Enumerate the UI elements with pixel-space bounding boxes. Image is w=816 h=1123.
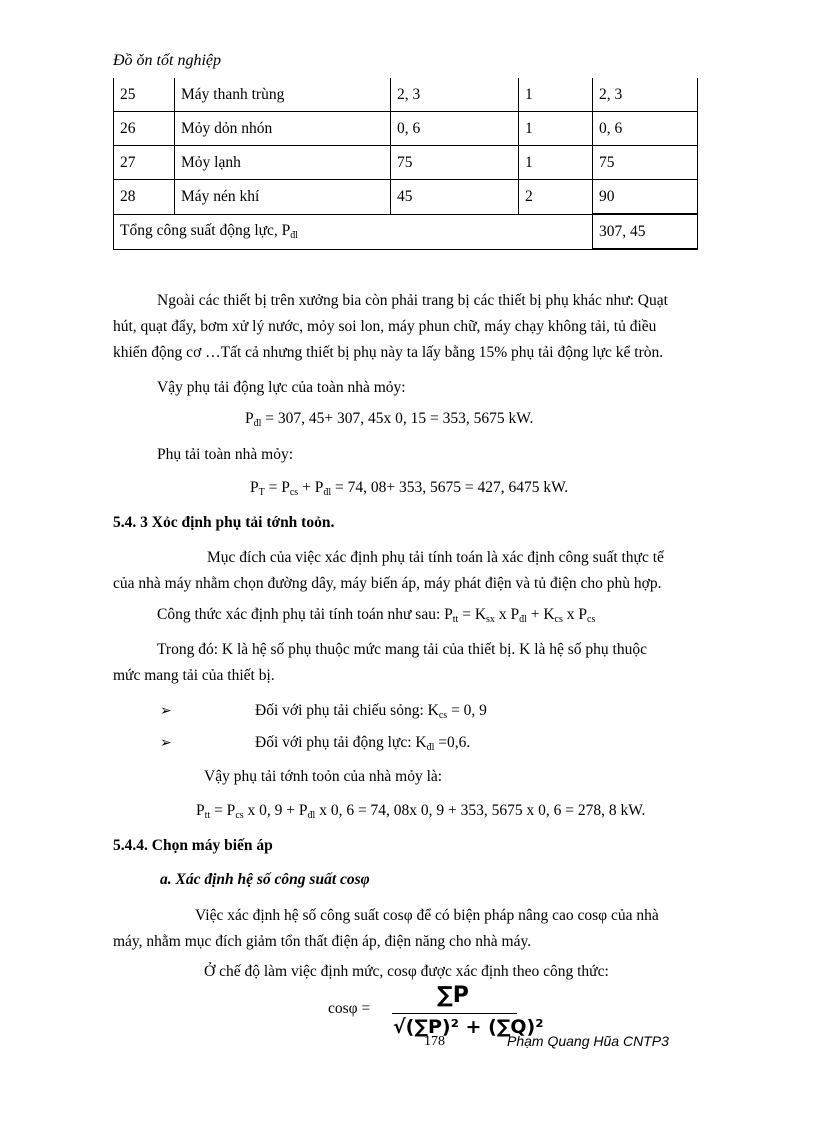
- table-cell: 1: [519, 146, 593, 180]
- bullet-power: ➢ Đối với phụ tải động lực: $K_{đl} =0,6$.: [160, 734, 471, 753]
- formula-calculated-load: Công thức xác định phụ tải tính toán như sau: $P_{tt} = K_{sx}$ x $P_{đl} + K_{cs}$ x $P_{cs}$: [157, 606, 596, 625]
- arrow-bullet-icon: ➢: [160, 735, 172, 751]
- table-cell: 27: [114, 146, 175, 180]
- page-number: 178: [424, 1034, 445, 1049]
- paragraph-total-load-intro: Phụ tải toàn nhà mỏy:: [157, 446, 294, 463]
- table-cell: 0, 6: [391, 112, 519, 146]
- paragraph-power-load-intro: Vậy phụ tải động lực của toàn nhà mỏy:: [157, 379, 406, 396]
- section-heading-5-4-3: 5.4. 3 Xỏc định phụ tải tớnh toỏn.: [113, 514, 335, 531]
- table-row: [114, 146, 698, 180]
- fraction-bar: [392, 1013, 517, 1014]
- table-cell: Mỏy dỏn nhón: [175, 112, 391, 146]
- formula-numerator: ∑P: [437, 983, 469, 1008]
- table-row: [114, 78, 698, 112]
- table-cell: 75: [593, 146, 698, 180]
- table-cell: 26: [114, 112, 175, 146]
- equation-power-load: $P_{đl} = 307$, 45+ 307, 45x 0, 15 = 353, 5675 kW.: [245, 410, 534, 429]
- table-cell: 2, 3: [391, 78, 519, 112]
- table-cell: 90: [593, 180, 698, 215]
- bullet-lighting: ➢ Đối với phụ tải chiếu sỏng: $K_{cs} = 0$, 9: [160, 702, 487, 721]
- subsection-heading-a: a. Xác định hệ số công suất cosφ: [160, 871, 370, 888]
- table-cell: Mỏy lạnh: [175, 146, 391, 180]
- table-cell: 1: [519, 78, 593, 112]
- table-cell: 28: [114, 180, 175, 215]
- table-cell: Máy nén khí: [175, 180, 391, 215]
- table-cell: 75: [391, 146, 519, 180]
- formula-lhs: cosφ =: [328, 1000, 371, 1017]
- section-heading-5-4-4: 5.4.4. Chọn máy biến áp: [113, 837, 273, 854]
- page-header: Đồ ǒn tốt nghiệp: [113, 52, 221, 69]
- total-label-cell: Tổng công suất động lực, $P_{đl}$: [114, 214, 593, 249]
- equipment-table: [113, 78, 698, 250]
- table-cell: 1: [519, 112, 593, 146]
- paragraph-where: Trong đó: K là hệ số phụ thuộc mức mang tải của thiết bị. K là hệ số phụ thuộc mức mang tải của thiết bị.: [113, 641, 647, 684]
- arrow-bullet-icon: ➢: [160, 703, 172, 719]
- table-row: [114, 180, 698, 215]
- equation-total-load: $P_T = P_{cs} + P_{đl} = 74$, 08+ 353, 5675 = 427, 6475 kW.: [250, 479, 569, 498]
- paragraph-power-factor: Việc xác định hệ số công suất cosφ để có biện pháp nâng cao cosφ của nhà máy, nhằm mục đích giảm tổn thất điện áp, điện năng cho nhà máy.: [113, 907, 659, 950]
- paragraph-calculated-load-intro: Vậy phụ tải tớnh toỏn của nhà mỏy là:: [204, 768, 443, 785]
- equation-calculated-load: $P_{tt} = P_{cs}$ x 0, $9 + P_{đl}$ x 0, 6 = 74, 08x 0, 9 + 353, 5675 x 0, 6 = 278, 8 kW.: [196, 802, 646, 821]
- paragraph-purpose: Mục đích của việc xác định phụ tải tính toán là xác định công suất thực tế của nhà máy nhằm chọn đường dây, máy biến áp, máy phát điện và tủ điện cho phù hợp.: [113, 549, 664, 592]
- page-author: Phạm Quang Hũa CNTP3: [507, 1033, 669, 1049]
- table-total-row: [114, 214, 698, 249]
- paragraph-auxiliary-equipment: Ngoài các thiết bị trên xưởng bia còn phải trang bị các thiết bị phụ khác như: Quạt hút, quạt đẩy, bơm xử lý nước, mỏy soi lon, máy phun chữ, máy chạy không tải, tủ điều khiển động cơ …Tất cả nhưng thiết bị phụ này ta lấy bằng 15% phụ tải động lực kể tròn.: [113, 292, 668, 361]
- formula-denominator: √(∑P)² + (∑Q)²: [393, 1016, 544, 1038]
- table-cell: 25: [114, 78, 175, 112]
- table-cell: 2, 3: [593, 78, 698, 112]
- table-cell: 2: [519, 180, 593, 215]
- table-cell: 0, 6: [593, 112, 698, 146]
- table-cell: 45: [391, 180, 519, 215]
- table-row: [114, 112, 698, 146]
- total-value-cell: 307, 45: [593, 214, 698, 249]
- table-cell: Máy thanh trùng: [175, 78, 391, 112]
- paragraph-rated-mode: Ở chế độ làm việc định mức, cosφ được xác định theo công thức:: [204, 963, 609, 980]
